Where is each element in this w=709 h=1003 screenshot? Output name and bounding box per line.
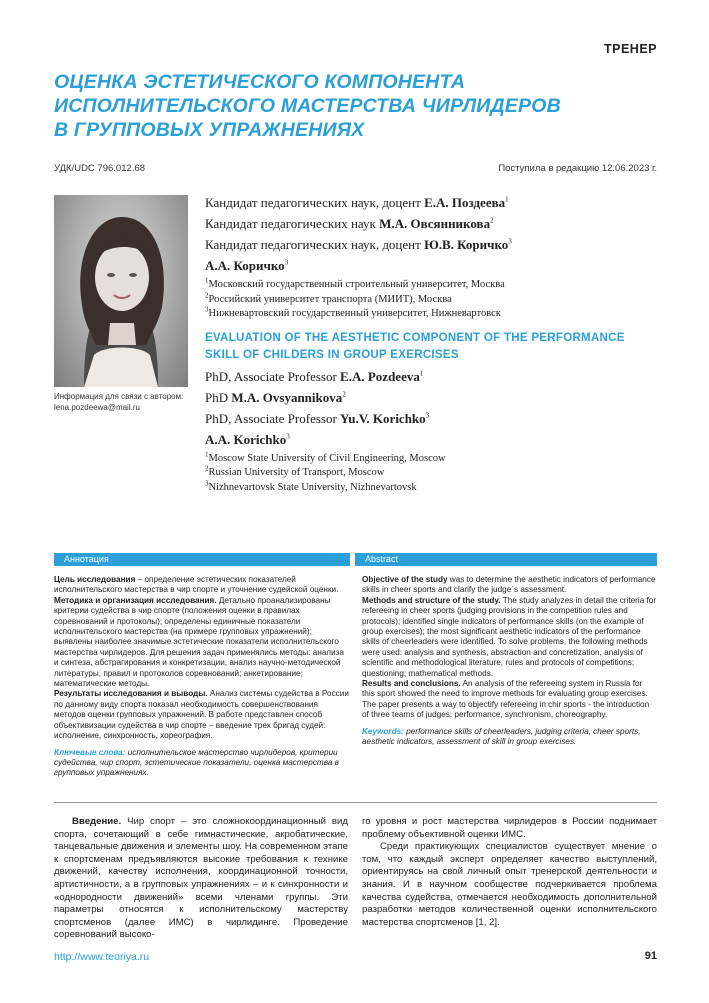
author-name: A.A. Korichko [205, 431, 287, 447]
author-en: A.A. Korichko$^3$ [205, 431, 290, 447]
annotation-ru [54, 575, 350, 779]
author-ru: А.А. Коричко$^3$ [205, 258, 289, 273]
affiliation: $^1$Московский государственный строительный университет, Москва [205, 276, 505, 290]
author-name: M.A. Ovsyannikova [231, 389, 343, 405]
udk-code: УДК/UDC 796.012.68 [54, 163, 145, 174]
annotation-paragraph: Методика и организация исследования. Детально проанализированы критерии судейства в чир спорте (положения оценки в правилах соревнований и протоколы); определены единичные показатели исполнительского мастерства (на примере групповых упражнений); выявлены наиболее значимые эстетические показатели исполнительского мастерства чирлидеров. Для решения задач применялись методы: анализа и синтеза, абстрагирования и конкретизации, анализ научно-методической литературы, правил и протоколов соревнований; анкетирование; математические методы. [54, 595, 344, 689]
affiliations-ru [205, 278, 665, 322]
authors-block [205, 192, 665, 503]
article-title [54, 70, 654, 142]
affiliation: $^2$Российский университет транспорта (МИИТ), Москва [205, 291, 452, 305]
author-ru: Кандидат педагогических наук, доцент Ю.В. Коричко$^3$ [205, 237, 512, 252]
author-name: E.A. Pozdeeva [340, 368, 420, 384]
divider [54, 802, 657, 803]
annotation-header: Аннотация [54, 553, 350, 566]
abstract-paragraph: Results and conclusions. An analysis of the refereeing system in Russia for this sport showed the need to improve methods for evaluating group exercises. The paper presents a way to objectify refereeing in chir sports - the introduction of three teams of judges: performance, synchronism, choreography. [362, 679, 650, 720]
keywords-ru: Ключевые слова: исполнительское мастерство чирлидеров, критерии судейства, чир спорт, эстетические показатели, оценка мастерства в групповых упражнениях. [54, 747, 339, 778]
section-tag: ТРЕНЕР [603, 42, 657, 56]
author-en: PhD M.A. Ovsyannikova$^2$ [205, 389, 346, 405]
english-title [205, 330, 665, 364]
contact-info: Информация для связи с автором: lena.pozdeewa@mail.ru [54, 392, 184, 412]
abstract-en [362, 575, 657, 748]
author-ru: Кандидат педагогических наук М.А. Овсянникова$^2$ [205, 216, 494, 231]
body-column-right [362, 816, 657, 929]
title-line: В ГРУППОВЫХ УПРАЖНЕНИЯХ [54, 119, 365, 141]
affiliation: $^3$Nizhnevartovsk State University, Nizhnevartovsk [205, 479, 417, 493]
abstract-paragraph: Methods and structure of the study. The study analyzes in detail the criteria for refereeing in cheer sports (judging provisions in the competition rules and protocols); identified single indicators of performance skills (on the example of group exercises); the most significant aesthetic indicators of the performance skills of cheerleaders were identified. To solve problems, the following methods were used: analysis and synthesis, abstraction and concretization, analysis of scientific and methodological literature, rules and protocols of competitions; questioning; mathematical methods. [362, 595, 657, 678]
keywords-en: Keywords: performance skills of cheerleaders, judging criteria, cheer sports, aesthetic indicators, assessment of skill in group exercises. [362, 726, 641, 747]
author-name: Yu.V. Korichko [340, 410, 426, 426]
author-name: Е.А. Поздеева [424, 195, 506, 210]
title-line: ИСПОЛНИТЕЛЬСКОГО МАСТЕРСТВА ЧИРЛИДЕРОВ [54, 95, 561, 117]
page-number: 91 [644, 950, 657, 962]
author-photo [54, 195, 188, 387]
author-name: А.А. Коричко [205, 258, 285, 273]
affiliation: $^2$Russian University of Transport, Moscow [205, 464, 385, 478]
received-date: Поступила в редакцию 12.06.2023 г. [498, 163, 657, 174]
author-name: Ю.В. Коричко [424, 237, 509, 252]
author-en: PhD, Associate Professor Yu.V. Korichko$^3$ [205, 410, 430, 426]
affiliation: $^1$Moscow State University of Civil Engineering, Moscow [205, 450, 446, 464]
affiliations-en [205, 452, 665, 496]
body-paragraph: го уровня и рост мастерства чирлидеров в России поднимает проблему объективной оценки ИМС. [362, 816, 657, 840]
author-name: М.А. Овсянникова [379, 216, 491, 231]
en-title-line: EVALUATION OF THE AESTHETIC COMPONENT OF THE PERFORMANCE [205, 331, 625, 344]
annotation-paragraph: Цель исследования – определение эстетических показателей исполнительского мастерства в чир спорте и уточнение судейской оценки. [54, 575, 339, 595]
abstract-paragraph: Objective of the study was to determine the aesthetic indicators of performance skills in cheer sports and clarify the judge`s assessment. [362, 575, 656, 595]
body-paragraph: Среди практикующих специалистов существует мнение о том, что каждый эксперт определяет качество выступлений, ориентируясь на свой личный опыт тренерской деятельности и знания. И в научном сообществе подчеркивается проблема качества судейства, отмечается необходимость дополнительной разработки методов количественной оценки исполнительского мастерства спортсменов [1, 2]. [362, 841, 657, 928]
title-line: ОЦЕНКА ЭСТЕТИЧЕСКОГО КОМПОНЕНТА [54, 71, 466, 93]
author-ru: Кандидат педагогических наук, доцент Е.А. Поздеева$^1$ [205, 195, 509, 210]
affiliation: $^3$Нижневартовский государственный университет, Нижневартовск [205, 305, 501, 319]
journal-url-link[interactable]: http://www.teoriya.ru [54, 951, 150, 963]
author-en: PhD, Associate Professor E.A. Pozdeeva$^1$ [205, 368, 424, 384]
body-column-left [54, 816, 348, 942]
body-paragraph: Введение. Чир спорт – это сложнокоординационный вид спорта, сочетающий в себе гимнастические, акробатические, танцевальные движения и элементы шоу. На современном этапе к спортсменам предъявляются высокие требования к технике движений, качеству исполнения, координационной точности, артистичности, а в групповых упражнениях – и к синхронности и «однородности движений» всеми членами группы. Эти параметры относятся к исполнительскому мастерству спортсменов (далее ИМС) в чирлидинге. Проведение соревнований высоко- [54, 816, 348, 941]
annotation-paragraph: Результаты исследования и выводы. Анализ системы судейства в России по данному виду спорта показал необходимость совершенствования методов оценки групповых упражнений. В работе представлен способ объективизации судейства в чир спорте – введение трех бригад судей: исполнение, синхронность, хореография. [54, 689, 349, 741]
abstract-header: Abstract [355, 553, 657, 566]
en-title-line: SKILL OF CHILDERS IN GROUP EXERCISES [205, 348, 459, 361]
